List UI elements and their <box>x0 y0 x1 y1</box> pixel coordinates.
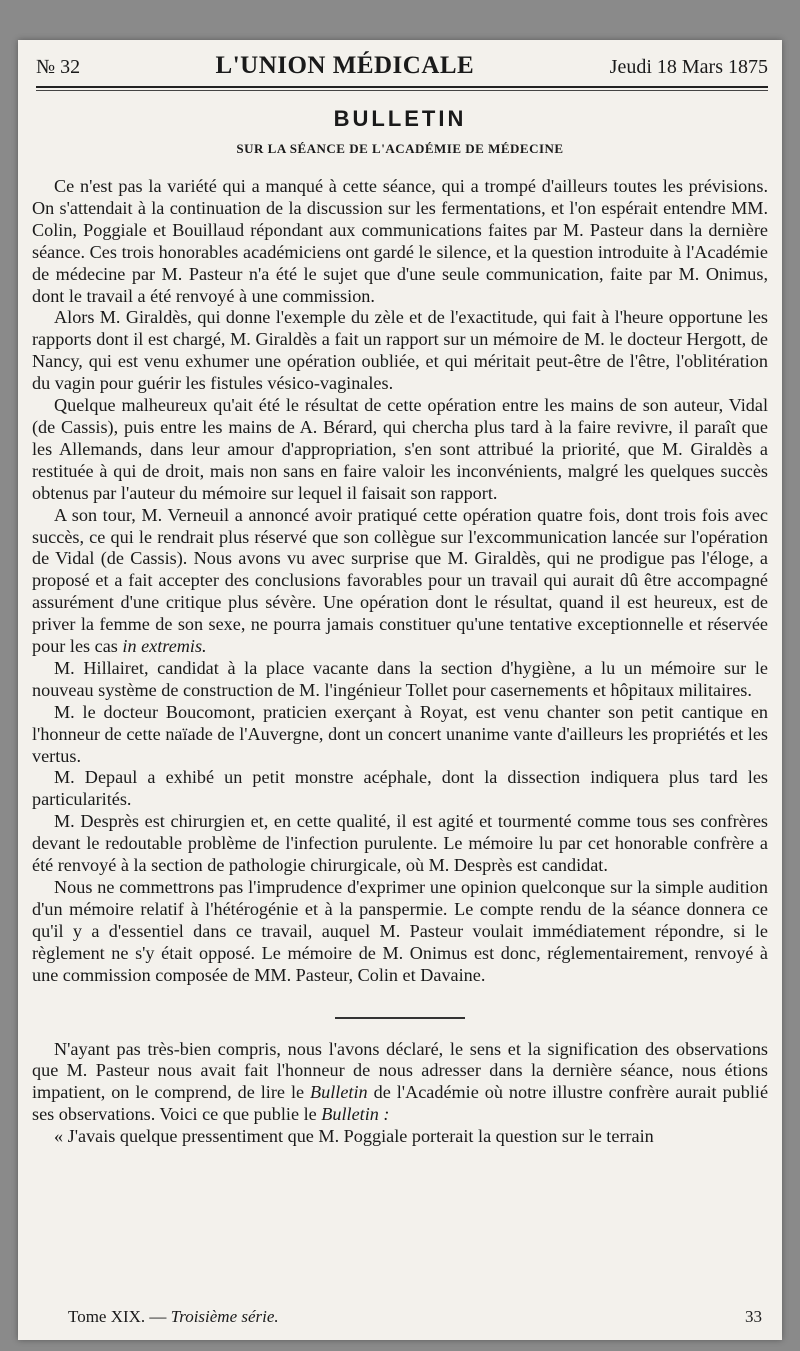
paragraph-text: l'Académie où notre illustre confrère aurait publié ses observations. Voici ce que publie le <box>32 1082 769 1125</box>
issue-date: Jeudi 18 Mars 1875 <box>609 56 768 78</box>
italic-bulletin: Bulletin : <box>321 1104 390 1125</box>
page-number: 33 <box>745 1307 762 1326</box>
section-title: BULLETIN <box>333 106 467 131</box>
paragraph: M. Desprès est chirurgien et, en cette qualité, il est agité et tourmenté comme tous ses confrères devant le redoutable problème de l'infection purulente. Le mémoire lu par cet honorable confrère a été renvoyé à la section de pathologie chirurgicale, où M. Desprès est candidat. <box>32 811 768 876</box>
italic-bulletin: Bulletin <box>310 1082 368 1103</box>
paragraph <box>32 1039 768 1127</box>
italic-phrase: in extremis. <box>122 636 207 657</box>
paragraph: M. Depaul a exhibé un petit monstre acéphale, dont la dissection indiquera plus tard les particularités. <box>32 767 768 810</box>
series-label: Troisième série. <box>170 1307 279 1326</box>
journal-page <box>18 40 782 1340</box>
paragraph: Ce n'est pas la variété qui a manqué à cette séance, qui a trompé d'ailleurs toutes les prévisions. On s'attendait à la continuation de la discussion sur les fermentations, et l'on espérait entendre MM. Colin, Poggiale et Bouillaud répondant aux communications faites par M. Pasteur dans la dernière séance. Ces trois honorables académiciens ont gardé le silence, et la question introduite à l'Académie de médecine par M. Pasteur n'a été le sujet que d'une seule communication, faite par M. Onimus, dont le travail a été renvoyé à une commission. <box>32 176 768 306</box>
paragraph <box>32 505 768 658</box>
section-subtitle: SUR LA SÉANCE DE L'ACADÉMIE DE MÉDECINE <box>236 141 564 156</box>
paragraph: M. Hillairet, candidat à la place vacante dans la section d'hygiène, a lu un mémoire sur le nouveau système de construction de M. l'ingénieur Tollet pour casernements et hôpitaux militaires. <box>32 657 768 700</box>
journal-title: L'UNION MÉDICALE <box>215 52 475 79</box>
footer-series <box>68 1307 279 1327</box>
paragraph: Alors M. Giraldès, qui donne l'exemple du zèle et de l'exactitude, qui fait à l'heure opportune les rapports dont il est chargé, M. Giraldès a fait un rapport sur un mémoire de M. le docteur Hergott, de Nancy, qui est venu exhumer une opération oubliée, et qui méritait peut-être de l'être, l'oblitération du vagin pour guérir les fistules vésico-vaginales. <box>32 307 768 394</box>
paragraph-text-suffix: de <box>373 1082 391 1103</box>
page-header <box>36 52 768 82</box>
header-rule-thin <box>36 90 768 91</box>
section-divider <box>335 1017 465 1019</box>
page-footer <box>68 1307 762 1327</box>
paragraph: Nous ne commettrons pas l'imprudence d'exprimer une opinion quelconque sur la simple audition d'un mémoire relatif à l'hétérogénie et à la panspermie. Le compte rendu de la séance donnera ce qu'il y a d'essentiel dans ce travail, auquel M. Pasteur voulait immédiatement répondre, si le règlement ne s'y était opposé. Le mémoire de M. Onimus est donc, réglementairement, renvoyé à une commission composée de MM. Pasteur, Colin et Davaine. <box>32 877 768 985</box>
issue-number: № 32 <box>36 56 81 78</box>
paragraph-text: N'ayant pas très-bien compris, nous l'avons déclaré, le sens et la signification des observations que M. Pasteur nous avait fait l'honneur de nous adresser dans la dernière séance, nous étions impatient, on le comprend, de lire le <box>32 1038 768 1103</box>
paragraph-text: A son tour, M. Verneuil a annoncé avoir pratiqué cette opération quatre fois, dont trois fois avec succès, ce qui le rendrait plus réservé que son collègue sur l'excommunication lancée sur l'opération de Vidal (de Cassis). Nous avons vu avec surprise que M. Giraldès, qui ne prodigue pas l'éloge, a proposé et a fait accepter des conclusions favorables pour un travail qui aurait dû être accompagné assurément d'une critique plus sévère. Une opération dont le résultat, quand il est heureux, est de priver la femme de son sexe, ne pourra jamais constituer qu'une tentative exceptionnelle et réservée pour les cas <box>32 504 768 657</box>
tome-label: Tome XIX. — <box>68 1307 171 1326</box>
header-rule <box>36 86 768 88</box>
paragraph: Quelque malheureux qu'ait été le résultat de cette opération entre les mains de son auteur, Vidal (de Cassis), puis entre les mains de A. Bérard, qui chercha plus tard à la faire revivre, il paraît que les Allemands, dans leur amour d'appropriation, s'en sont attribué la priorité, que M. Giraldès a restituée à qui de droit, mais non sans en faire valoir les inconvénients, malgré les quelques succès obtenus par l'auteur du mémoire sur lequel il faisait son rapport. <box>32 395 768 503</box>
paragraph: M. le docteur Boucomont, praticien exerçant à Royat, est venu chanter son petit cantique en l'honneur de cette naïade de l'Auvergne, dont un concert unanime vante d'ailleurs les propriétés et les vertus. <box>32 701 768 766</box>
quote-paragraph: « J'avais quelque pressentiment que M. Poggiale porterait la question sur le terrain <box>54 1126 654 1147</box>
article-body <box>32 176 768 1148</box>
